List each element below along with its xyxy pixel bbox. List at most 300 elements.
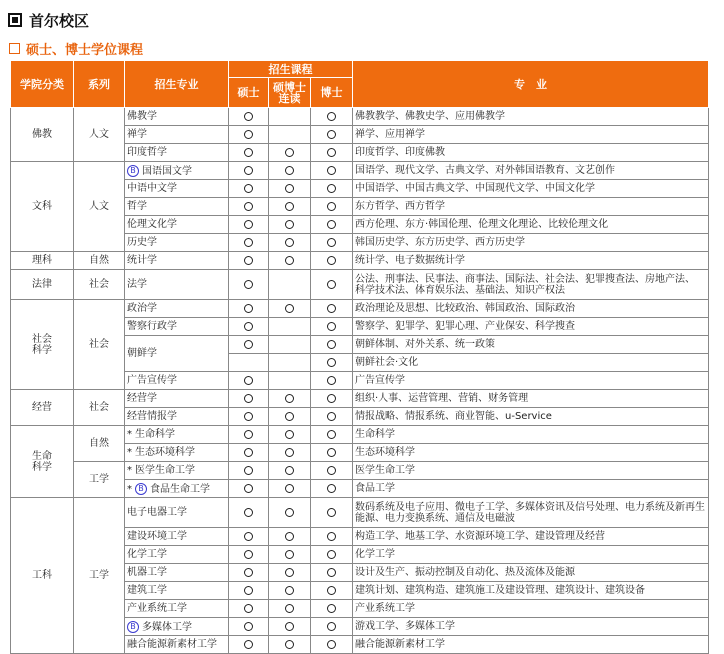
circle-mark-icon — [244, 184, 253, 193]
circle-mark-icon — [244, 304, 253, 313]
program-cell-master — [229, 144, 269, 162]
program-cell-doctor — [311, 144, 353, 162]
circle-mark-icon — [244, 640, 253, 649]
section-title-text: 硕士、博士学位课程 — [26, 43, 144, 58]
program-cell-doctor — [311, 354, 353, 372]
majors-cell: 设计及生产、振动控制及自动化、热及流体及能源 — [353, 564, 709, 582]
program-name: 机器工学 — [127, 567, 167, 578]
program-name: 医学生命工学 — [135, 465, 195, 476]
program-name-cell — [125, 300, 229, 318]
program-cell-doctor — [311, 108, 353, 126]
program-name-cell — [125, 270, 229, 300]
program-name: 产业系统工学 — [127, 603, 187, 614]
program-name: 建筑工学 — [127, 585, 167, 596]
program-name-cell — [125, 162, 229, 180]
program-cell-master — [229, 198, 269, 216]
program-cell-combined — [269, 444, 311, 462]
program-name: 哲学 — [127, 201, 147, 212]
circle-mark-icon — [285, 220, 294, 229]
program-cell-combined — [269, 480, 311, 498]
college-cell — [11, 108, 74, 162]
circle-mark-icon — [244, 148, 253, 157]
program-name-cell — [125, 126, 229, 144]
program-name-cell — [125, 336, 229, 372]
circle-mark-icon — [327, 586, 336, 595]
program-name-cell — [125, 234, 229, 252]
college-cell — [11, 300, 74, 390]
program-name: 多媒体工学 — [142, 621, 192, 633]
program-cell-doctor — [311, 636, 353, 654]
header-master: 硕士 — [229, 78, 269, 108]
circle-mark-icon — [244, 322, 253, 331]
header-college: 学院分类 — [11, 61, 74, 108]
majors-cell: 组织·人事、运营管理、营销、财务管理 — [353, 390, 709, 408]
majors-cell: 公法、刑事法、民事法、商事法、国际法、社会法、犯罪搜查法、房地产法、 科学技术法、体育娱乐法、基础法、知识产权法 — [353, 270, 709, 300]
program-cell-combined — [269, 408, 311, 426]
college-cell — [11, 390, 74, 426]
star-mark: * — [127, 483, 132, 495]
circle-mark-icon — [285, 184, 294, 193]
circle-mark-icon — [285, 238, 294, 247]
college-cell — [11, 252, 74, 270]
circle-mark-icon — [327, 622, 336, 631]
program-name-cell — [125, 462, 229, 480]
program-cell-master — [229, 126, 269, 144]
header-dept: 系列 — [74, 61, 125, 108]
b-badge-icon: B — [135, 483, 147, 495]
circle-mark-icon — [244, 412, 253, 421]
circle-mark-icon — [285, 166, 294, 175]
program-name-cell — [125, 480, 229, 498]
circle-mark-icon — [327, 604, 336, 613]
circle-mark-icon — [327, 304, 336, 313]
majors-cell: 统计学、电子数据统计学 — [353, 252, 709, 270]
program-cell-master — [229, 180, 269, 198]
program-cell-master — [229, 318, 269, 336]
table-row — [11, 108, 709, 126]
program-cell-doctor — [311, 600, 353, 618]
circle-mark-icon — [327, 130, 336, 139]
dept-cell: 自然 — [74, 426, 125, 462]
program-name-cell — [125, 426, 229, 444]
program-cell-combined — [269, 108, 311, 126]
program-cell-combined — [269, 318, 311, 336]
star-mark: * — [127, 429, 132, 440]
program-cell-doctor — [311, 582, 353, 600]
program-name: 政治学 — [127, 303, 157, 314]
circle-mark-icon — [244, 202, 253, 211]
program-name: 法学 — [127, 279, 147, 290]
program-cell-doctor — [311, 180, 353, 198]
courses-table-body — [11, 108, 709, 654]
table-row — [11, 162, 709, 180]
program-cell-doctor — [311, 408, 353, 426]
circle-mark-icon — [285, 430, 294, 439]
program-name: 印度哲学 — [127, 147, 167, 158]
program-cell-master — [229, 162, 269, 180]
circle-mark-icon — [244, 604, 253, 613]
college-cell — [11, 426, 74, 498]
circle-mark-icon — [244, 112, 253, 121]
majors-cell: 建筑计划、建筑构造、建筑施工及建设管理、建筑设计、建筑设备 — [353, 582, 709, 600]
program-cell-master — [229, 480, 269, 498]
program-cell-master — [229, 372, 269, 390]
program-cell-combined — [269, 198, 311, 216]
circle-mark-icon — [244, 586, 253, 595]
circle-mark-icon — [285, 508, 294, 517]
college-label: 佛教 — [32, 129, 52, 140]
program-name-cell — [125, 180, 229, 198]
checkbox-square-icon — [9, 43, 20, 54]
program-name: 朝鲜学 — [127, 348, 157, 359]
program-cell-master — [229, 636, 269, 654]
program-cell-doctor — [311, 498, 353, 528]
header-combined-text: 硕博士连读 — [273, 80, 306, 105]
program-name-cell — [125, 198, 229, 216]
table-row — [11, 462, 709, 480]
circle-mark-icon — [244, 622, 253, 631]
program-cell-doctor — [311, 126, 353, 144]
circle-mark-icon — [327, 184, 336, 193]
circle-mark-icon — [285, 202, 294, 211]
program-name: 经营学 — [127, 393, 157, 404]
program-name: 建设环境工学 — [127, 531, 187, 542]
college-cell — [11, 498, 74, 654]
circle-mark-icon — [244, 340, 253, 349]
program-cell-combined — [269, 216, 311, 234]
program-name: 警察行政学 — [127, 321, 177, 332]
circle-mark-icon — [285, 586, 294, 595]
circle-mark-icon — [244, 484, 253, 493]
courses-table — [10, 60, 709, 654]
header-combined — [269, 78, 311, 108]
college-cell — [11, 162, 74, 252]
college-cell — [11, 270, 74, 300]
circle-mark-icon — [244, 394, 253, 403]
program-name: 生命科学 — [135, 429, 175, 440]
program-name: 广告宣传学 — [127, 375, 177, 386]
program-name-cell — [125, 636, 229, 654]
program-cell-master — [229, 546, 269, 564]
program-name: 电子电器工学 — [127, 507, 187, 518]
circle-mark-icon — [244, 238, 253, 247]
circle-mark-icon — [327, 340, 336, 349]
program-name-cell — [125, 372, 229, 390]
college-label: 文科 — [32, 201, 52, 212]
program-cell-master — [229, 462, 269, 480]
program-name-cell — [125, 252, 229, 270]
circle-mark-icon — [285, 568, 294, 577]
program-cell-master — [229, 600, 269, 618]
program-cell-doctor — [311, 270, 353, 300]
circle-mark-icon — [244, 430, 253, 439]
program-cell-doctor — [311, 318, 353, 336]
circle-mark-icon — [285, 622, 294, 631]
circle-mark-icon — [327, 280, 336, 289]
circle-mark-icon — [244, 280, 253, 289]
majors-cell: 融合能源新素材工学 — [353, 636, 709, 654]
program-cell-combined — [269, 618, 311, 636]
program-name: 化学工学 — [127, 549, 167, 560]
circle-mark-icon — [327, 532, 336, 541]
program-cell-combined — [269, 528, 311, 546]
program-cell-doctor — [311, 216, 353, 234]
program-name-cell — [125, 618, 229, 636]
program-cell-doctor — [311, 252, 353, 270]
circle-mark-icon — [285, 412, 294, 421]
circle-mark-icon — [285, 148, 294, 157]
table-row — [11, 252, 709, 270]
program-cell-master — [229, 408, 269, 426]
program-cell-doctor — [311, 198, 353, 216]
star-mark: * — [127, 465, 132, 476]
page-title-text: 首尔校区 — [29, 11, 90, 30]
program-cell-combined — [269, 336, 311, 354]
program-name: 食品生命工学 — [150, 483, 210, 495]
page-title — [8, 9, 89, 31]
program-name-cell — [125, 444, 229, 462]
dept-cell: 工学 — [74, 498, 125, 654]
dept-cell: 人文 — [74, 162, 125, 252]
college-label: 法律 — [32, 279, 52, 290]
square-bullet-icon — [8, 13, 22, 27]
b-badge-icon: B — [127, 165, 139, 177]
circle-mark-icon — [327, 508, 336, 517]
program-cell-doctor — [311, 234, 353, 252]
circle-mark-icon — [244, 466, 253, 475]
program-name: 佛教学 — [127, 111, 157, 122]
program-cell-doctor — [311, 564, 353, 582]
program-name-cell — [125, 564, 229, 582]
majors-cell: 佛教教学、佛教史学、应用佛教学 — [353, 108, 709, 126]
circle-mark-icon — [285, 484, 294, 493]
program-cell-combined — [269, 582, 311, 600]
majors-cell: 化学工学 — [353, 546, 709, 564]
circle-mark-icon — [327, 358, 336, 367]
dept-cell: 自然 — [74, 252, 125, 270]
majors-cell: 印度哲学、印度佛教 — [353, 144, 709, 162]
program-cell-combined — [269, 354, 311, 372]
majors-cell: 朝鲜社会·文化 — [353, 354, 709, 372]
circle-mark-icon — [327, 550, 336, 559]
circle-mark-icon — [327, 376, 336, 385]
program-cell-combined — [269, 270, 311, 300]
program-cell-master — [229, 216, 269, 234]
program-name: 经营情报学 — [127, 411, 177, 422]
majors-cell: 情报战略、情报系统、商业智能、u-Service — [353, 408, 709, 426]
dept-cell: 社会 — [74, 300, 125, 390]
circle-mark-icon — [285, 304, 294, 313]
program-name-cell — [125, 390, 229, 408]
header-courses: 招生课程 — [229, 61, 353, 78]
program-cell-master — [229, 528, 269, 546]
program-name-cell — [125, 216, 229, 234]
dept-cell: 人文 — [74, 108, 125, 162]
majors-cell: 医学生命工学 — [353, 462, 709, 480]
circle-mark-icon — [285, 394, 294, 403]
majors-cell: 警察学、犯罪学、犯罪心理、产业保安、科学搜查 — [353, 318, 709, 336]
program-cell-combined — [269, 144, 311, 162]
program-name-cell — [125, 528, 229, 546]
table-row — [11, 270, 709, 300]
program-cell-combined — [269, 546, 311, 564]
program-cell-doctor — [311, 162, 353, 180]
program-cell-combined — [269, 180, 311, 198]
program-cell-master — [229, 426, 269, 444]
b-badge-icon: B — [127, 621, 139, 633]
program-cell-master — [229, 582, 269, 600]
majors-cell: 食品工学 — [353, 480, 709, 498]
circle-mark-icon — [327, 202, 336, 211]
circle-mark-icon — [285, 256, 294, 265]
program-cell-master — [229, 300, 269, 318]
program-cell-doctor — [311, 480, 353, 498]
majors-cell: 游戏工学、多媒体工学 — [353, 618, 709, 636]
program-cell-master — [229, 108, 269, 126]
circle-mark-icon — [285, 604, 294, 613]
program-name: 伦理文化学 — [127, 219, 177, 230]
star-mark: * — [127, 447, 132, 458]
circle-mark-icon — [327, 640, 336, 649]
program-cell-combined — [269, 426, 311, 444]
circle-mark-icon — [285, 550, 294, 559]
dept-cell: 社会 — [74, 390, 125, 426]
program-cell-master — [229, 564, 269, 582]
program-cell-doctor — [311, 426, 353, 444]
program-cell-combined — [269, 498, 311, 528]
table-row — [11, 498, 709, 528]
circle-mark-icon — [244, 256, 253, 265]
program-cell-master — [229, 336, 269, 354]
program-cell-doctor — [311, 390, 353, 408]
circle-mark-icon — [327, 112, 336, 121]
table-row — [11, 300, 709, 318]
program-cell-doctor — [311, 618, 353, 636]
circle-mark-icon — [244, 130, 253, 139]
program-cell-master — [229, 252, 269, 270]
circle-mark-icon — [327, 220, 336, 229]
program-cell-combined — [269, 162, 311, 180]
program-cell-combined — [269, 390, 311, 408]
circle-mark-icon — [327, 568, 336, 577]
circle-mark-icon — [244, 532, 253, 541]
program-cell-doctor — [311, 300, 353, 318]
program-name-cell — [125, 546, 229, 564]
program-cell-master — [229, 618, 269, 636]
header-doctor: 博士 — [311, 78, 353, 108]
majors-cell: 东方哲学、西方哲学 — [353, 198, 709, 216]
program-name-cell — [125, 144, 229, 162]
circle-mark-icon — [285, 466, 294, 475]
circle-mark-icon — [244, 448, 253, 457]
circle-mark-icon — [327, 466, 336, 475]
college-label: 生命科学 — [32, 450, 52, 473]
program-cell-master — [229, 498, 269, 528]
program-cell-combined — [269, 126, 311, 144]
program-cell-doctor — [311, 372, 353, 390]
program-cell-doctor — [311, 528, 353, 546]
dept-cell: 社会 — [74, 270, 125, 300]
table-row — [11, 390, 709, 408]
circle-mark-icon — [327, 148, 336, 157]
program-name-cell — [125, 408, 229, 426]
program-cell-combined — [269, 372, 311, 390]
program-cell-doctor — [311, 444, 353, 462]
program-name: 生态环境科学 — [135, 447, 195, 458]
program-cell-combined — [269, 300, 311, 318]
majors-cell: 广告宣传学 — [353, 372, 709, 390]
circle-mark-icon — [285, 640, 294, 649]
circle-mark-icon — [327, 412, 336, 421]
header-program: 招生专业 — [125, 61, 229, 108]
program-cell-doctor — [311, 546, 353, 564]
circle-mark-icon — [285, 532, 294, 541]
majors-cell: 朝鲜体制、对外关系、统一政策 — [353, 336, 709, 354]
program-name: 统计学 — [127, 255, 157, 266]
program-name: 国语国文学 — [142, 165, 192, 177]
college-label: 社会科学 — [32, 333, 52, 356]
college-label: 理科 — [32, 255, 52, 266]
program-cell-doctor — [311, 462, 353, 480]
majors-cell: 政治理论及思想、比较政治、韩国政治、国际政治 — [353, 300, 709, 318]
program-cell-doctor — [311, 336, 353, 354]
majors-cell: 西方伦理、东方·韩国伦理、伦理文化理论、比较伦理文化 — [353, 216, 709, 234]
program-name-cell — [125, 582, 229, 600]
circle-mark-icon — [327, 238, 336, 247]
circle-mark-icon — [244, 376, 253, 385]
dept-cell: 工学 — [74, 462, 125, 498]
program-cell-master — [229, 444, 269, 462]
majors-cell: 构造工学、地基工学、水资源环境工学、建设管理及经营 — [353, 528, 709, 546]
majors-cell: 生命科学 — [353, 426, 709, 444]
program-cell-combined — [269, 252, 311, 270]
program-name: 禅学 — [127, 129, 147, 140]
header-major: 专 业 — [353, 61, 709, 108]
program-cell-master — [229, 354, 269, 372]
majors-cell: 数码系统及电子应用、微电子工学、多媒体资讯及信号处理、电力系统及新再生能源、电力变换系统、通信及电磁波 — [353, 498, 709, 528]
program-cell-master — [229, 390, 269, 408]
program-cell-combined — [269, 636, 311, 654]
program-cell-combined — [269, 564, 311, 582]
circle-mark-icon — [327, 256, 336, 265]
circle-mark-icon — [327, 322, 336, 331]
circle-mark-icon — [244, 166, 253, 175]
majors-cell: 国语学、现代文学、古典文学、对外韩国语教育、文艺创作 — [353, 162, 709, 180]
circle-mark-icon — [244, 568, 253, 577]
circle-mark-icon — [244, 220, 253, 229]
majors-cell: 产业系统工学 — [353, 600, 709, 618]
circle-mark-icon — [327, 166, 336, 175]
program-cell-combined — [269, 234, 311, 252]
majors-cell: 中国语学、中国古典文学、中国现代文学、中国文化学 — [353, 180, 709, 198]
majors-cell: 生态环境科学 — [353, 444, 709, 462]
college-label: 工科 — [32, 570, 52, 581]
program-name-cell — [125, 318, 229, 336]
section-title — [9, 39, 143, 58]
program-name: 融合能源新素材工学 — [127, 639, 217, 650]
circle-mark-icon — [244, 550, 253, 559]
program-name: 中语中文学 — [127, 183, 177, 194]
circle-mark-icon — [244, 508, 253, 517]
program-name-cell — [125, 600, 229, 618]
circle-mark-icon — [327, 448, 336, 457]
program-cell-master — [229, 270, 269, 300]
program-cell-master — [229, 234, 269, 252]
program-name-cell — [125, 108, 229, 126]
majors-cell: 禅学、应用禅学 — [353, 126, 709, 144]
circle-mark-icon — [285, 448, 294, 457]
table-row — [11, 426, 709, 444]
